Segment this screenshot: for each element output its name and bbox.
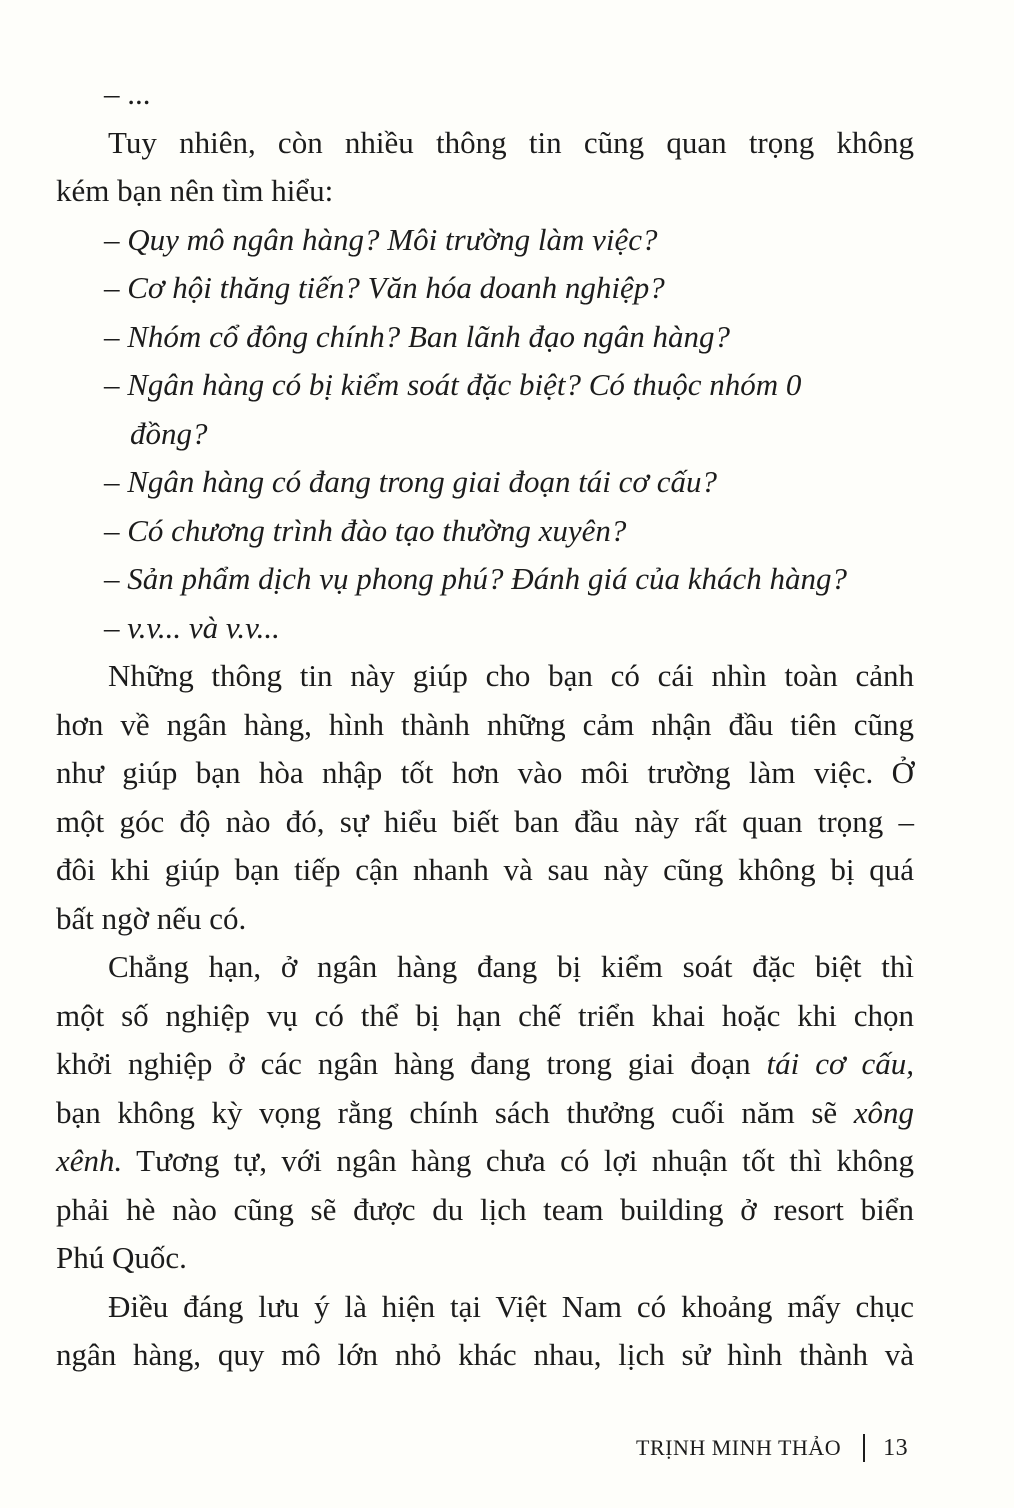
text-line: Tuy nhiên, còn nhiều thông tin cũng quan trọng không bbox=[108, 124, 914, 160]
footer-divider bbox=[863, 1434, 865, 1462]
text-line: một góc độ nào đó, sự hiểu biết ban đầu này rất quan trọng – bbox=[56, 803, 914, 839]
page-body bbox=[56, 70, 914, 1380]
list-item: – Quy mô ngân hàng? Môi trường làm việc? bbox=[104, 221, 658, 257]
text-line: như giúp bạn hòa nhập tốt hơn vào môi trường làm việc. Ở bbox=[56, 755, 914, 790]
text-run: bạn không kỳ vọng rằng chính sách thưởng cuối năm sẽ bbox=[56, 1094, 854, 1130]
text-line: Chẳng hạn, ở ngân hàng đang bị kiểm soát đặc biệt thì bbox=[108, 949, 914, 984]
text-line: – ... bbox=[104, 76, 151, 111]
text-line: đôi khi giúp bạn tiếp cận nhanh và sau này cũng không bị quá bbox=[56, 852, 914, 887]
list-item: – v.v... và v.v... bbox=[104, 609, 280, 645]
list-item: – Ngân hàng có đang trong giai đoạn tái cơ cấu? bbox=[104, 464, 717, 499]
list-item: – Sản phẩm dịch vụ phong phú? Đánh giá của khách hàng? bbox=[104, 561, 848, 596]
page-footer bbox=[636, 1428, 916, 1468]
text-line: Những thông tin này giúp cho bạn có cái nhìn toàn cảnh bbox=[108, 658, 914, 693]
italic-run: xênh. bbox=[56, 1143, 123, 1178]
list-item: – Cơ hội thăng tiến? Văn hóa doanh nghiệp? bbox=[104, 270, 665, 305]
text-run: khởi nghiệp ở các ngân hàng đang trong giai đoạn bbox=[56, 1046, 767, 1081]
text-line: một số nghiệp vụ có thể bị hạn chế triển khai hoặc khi chọn bbox=[56, 997, 914, 1033]
text-line: hơn về ngân hàng, hình thành những cảm nhận đầu tiên cũng bbox=[56, 706, 914, 742]
footer-author: TRỊNH MINH THẢO bbox=[636, 1435, 842, 1460]
text-line: kém bạn nên tìm hiểu: bbox=[56, 173, 334, 208]
text-line: ngân hàng, quy mô lớn nhỏ khác nhau, lịch sử hình thành và bbox=[56, 1337, 914, 1372]
page-number: 13 bbox=[883, 1434, 909, 1461]
text-run: Tương tự, với ngân hàng chưa có lợi nhuận tốt thì không bbox=[122, 1143, 914, 1178]
text-line: phải hè nào cũng sẽ được du lịch team building ở resort biển bbox=[56, 1191, 914, 1227]
text-line bbox=[56, 1089, 914, 1138]
list-item: – Có chương trình đào tạo thường xuyên? bbox=[104, 512, 627, 548]
text-line: Điều đáng lưu ý là hiện tại Việt Nam có khoảng mấy chục bbox=[108, 1288, 914, 1324]
list-item: – Ngân hàng có bị kiểm soát đặc biệt? Có thuộc nhóm 0 bbox=[104, 367, 802, 402]
text-line: bất ngờ nếu có. bbox=[56, 900, 247, 936]
text-line bbox=[56, 1137, 914, 1186]
list-item-continuation: đồng? bbox=[130, 415, 208, 451]
text-line: Phú Quốc. bbox=[56, 1240, 187, 1275]
italic-run: tái cơ cấu, bbox=[766, 1046, 914, 1081]
text-line bbox=[56, 1040, 914, 1089]
list-item: – Nhóm cổ đông chính? Ban lãnh đạo ngân hàng? bbox=[104, 318, 730, 354]
italic-run: xông bbox=[853, 1094, 914, 1130]
